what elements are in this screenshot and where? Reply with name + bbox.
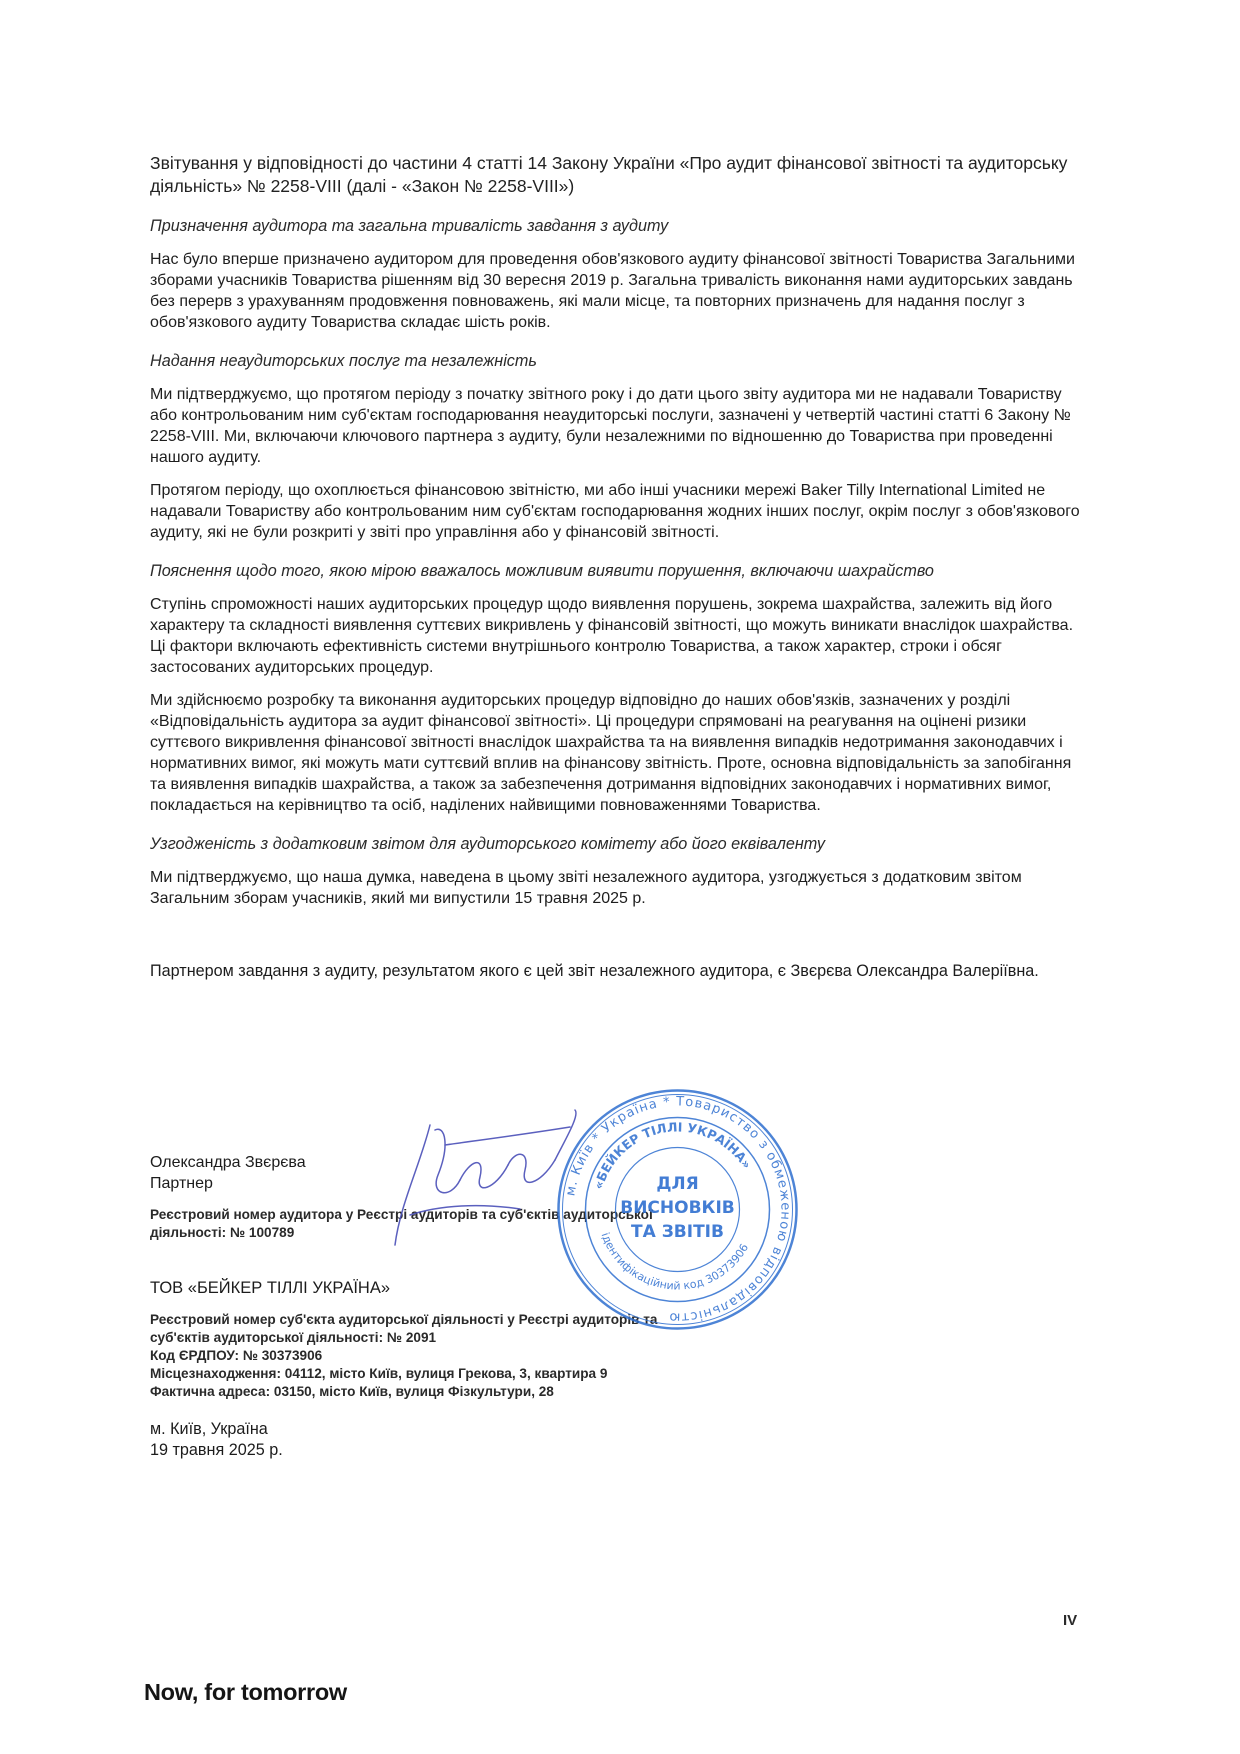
report-body: [150, 152, 1090, 982]
subheading-fraud: Пояснення щодо того, якою мірою вважалось можливим виявити порушення, включаючи шахрайство: [150, 562, 934, 580]
subheading-independence: Надання неаудиторських послуг та незалежність: [150, 352, 537, 370]
seal-center-line-2: ВИСНОВКІВ: [620, 1198, 735, 1218]
paragraph-independence-1: Ми підтверджуємо, що протягом періоду з початку звітного року і до дати цього звіту аудитора ми не надавали Товариству або контрольованим ним суб'єктам господарювання неаудиторські послуги, зазначені у четвертій частині статті 6 Закону № 2258-VIII. Ми, включаючи ключового партнера з аудиту, були незалежними по відношенню до Товариства при проведенні нашого аудиту.: [150, 386, 1071, 466]
subheading-appointment: Призначення аудитора та загальна тривалість завдання з аудиту: [150, 217, 669, 235]
paragraph-appointment: Нас було вперше призначено аудитором для проведення обов'язкового аудиту фінансової звітності Товариства Загальними зборами учасників Товариства рішенням від 30 вересня 2019 р. Загальна тривалість виконання нами аудиторських завдань без перерв з урахуванням продовження повноважень, які мали місце, та повторних призначень для надання послуг з обов'язкового аудиту Товариства складає шість років.: [150, 251, 1075, 331]
section-heading: Звітування у відповідності до частини 4 статті 14 Закону України «Про аудит фінансової звітності та аудиторську діяльність» № 2258-VIII (далі - «Закон № 2258-VIII»): [150, 153, 1068, 196]
footer-slogan: Now, for tomorrow: [144, 1679, 347, 1705]
page-number: IV: [1063, 1612, 1078, 1629]
place: м. Київ, Україна: [150, 1420, 268, 1438]
paragraph-fraud-2: Ми здійснюємо розробку та виконання аудиторських процедур відповідно до наших обов'язків, зазначених у розділі «Відповідальність аудитора за аудит фінансової звітності». Ці процедури спрямовані на реагування на оцінені ризики суттєвого викривлення фінансової звітності внаслідок шахрайства та на виявлення випадків недотримання законодавчих і нормативних вимог, які можуть мати суттєвий вплив на фінансову звітність. Проте, основна відповідальність за запобігання та виявлення випадків шахрайства, а також за забезпечення дотримання відповідних законодавчих і нормативних вимог, покладається на керівництво та осіб, наділених найвищими повноваженнями Товариства.: [150, 692, 1072, 814]
seal-center-line-3: ТА ЗВІТІВ: [631, 1222, 724, 1242]
seal-code-textpath: ідентифікаційний код 30373906: [598, 1230, 752, 1293]
auditor-registry-line-1: Реєстровий номер аудитора у Реєстрі аудиторів та суб'єктів аудиторської: [150, 1207, 653, 1222]
handwritten-signature: [390, 1105, 590, 1255]
place-and-date: [150, 1419, 283, 1461]
signatory-name: Олександра Звєрєва: [150, 1154, 306, 1171]
seal-inner-textpath: «БЕЙКЕР ТІЛЛІ УКРАЇНА»: [590, 1119, 755, 1192]
partner-statement: Партнером завдання з аудиту, результатом якого є цей звіт незалежного аудитора, є Звєрєва Олександра Валеріївна.: [150, 962, 1039, 980]
signatory-role: Партнер: [150, 1175, 213, 1192]
paragraph-independence-2: Протягом періоду, що охоплюється фінансовою звітністю, ми або інші учасники мережі Baker Tilly International Limited не надавали Товариству або контрольованим ним суб'єктам господарювання жодних інших послуг, окрім послуг з обов'язкового аудиту, які не були розкриті у звіті про управління або у фінансовій звітності.: [150, 482, 1080, 541]
company-registry-line-2: суб'єктів аудиторської діяльності: № 2091: [150, 1330, 437, 1345]
paragraph-fraud-1: Ступінь спроможності наших аудиторських процедур щодо виявлення порушень, зокрема шахрайства, залежить від його характеру та складності виявлення суттєвих викривлень у фінансовій звітності, що можуть виникати внаслідок шахрайства. Ці фактори включають ефективність системи внутрішнього контролю Товариства, а також характер, строки і обсяг застосованих аудиторських процедур.: [150, 596, 1074, 676]
company-name: ТОВ «БЕЙКЕР ТІЛЛІ УКРАЇНА»: [150, 1279, 391, 1297]
company-seal-stamp: [555, 1087, 800, 1332]
company-actual-address: Фактична адреса: 03150, місто Київ, вулиця Фізкультури, 28: [150, 1384, 554, 1399]
subheading-consistency: Узгодженість з додатковим звітом для аудиторського комітету або його еквіваленту: [150, 835, 825, 853]
company-registered-address: Місцезнаходження: 04112, місто Київ, вулиця Грекова, 3, квартира 9: [150, 1366, 608, 1381]
company-code: Код ЄРДПОУ: № 30373906: [150, 1348, 323, 1363]
seal-center-line-1: ДЛЯ: [656, 1174, 699, 1194]
auditor-registry-line-2: діяльності: № 100789: [150, 1225, 295, 1240]
seal-center: [620, 1174, 734, 1242]
paragraph-consistency: Ми підтверджуємо, що наша думка, наведена в цьому звіті незалежного аудитора, узгоджується з додатковим звітом Загальним зборам учасників, який ми випустили 15 травня 2025 р.: [150, 869, 1022, 907]
date: 19 травня 2025 р.: [150, 1441, 283, 1459]
seal-outer-textpath: м. Київ * Україна * Товариство з обмеженою відповідальністю: [563, 1094, 793, 1325]
company-registry-line-1: Реєстровий номер суб'єкта аудиторської діяльності у Реєстрі аудиторів та: [150, 1312, 658, 1327]
